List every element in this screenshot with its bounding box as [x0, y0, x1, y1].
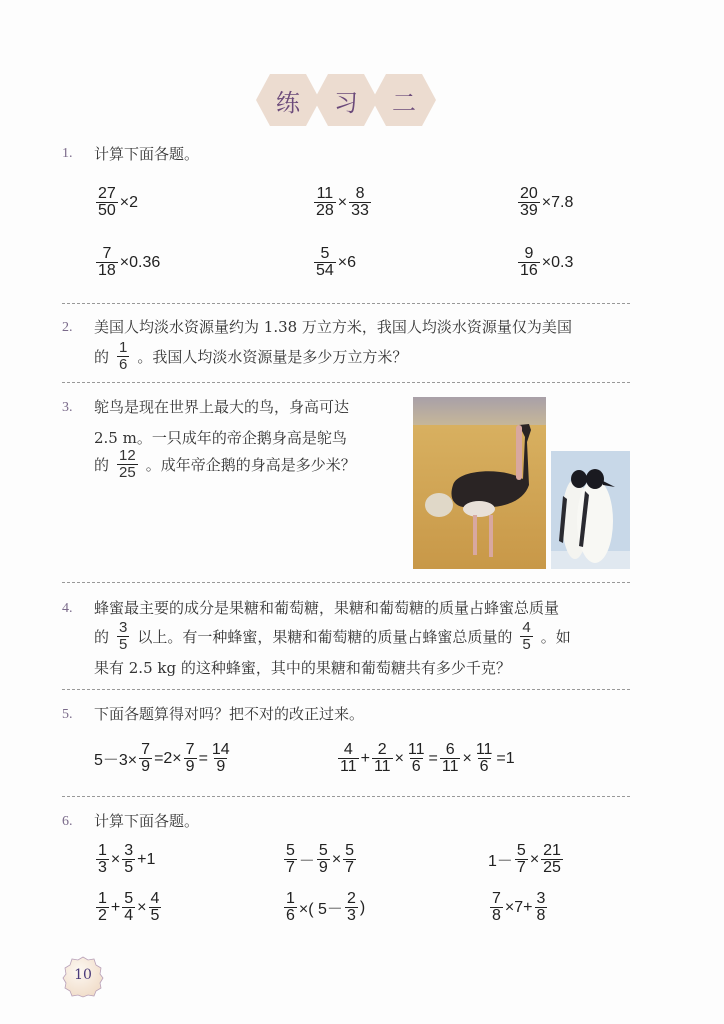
operator-text: － — [298, 853, 315, 870]
fraction — [115, 620, 131, 653]
page-number-badge — [62, 956, 104, 998]
operator-text: = — [198, 749, 208, 767]
denominator: 8 — [492, 907, 501, 924]
dashed-divider — [62, 796, 630, 797]
question-number: 1. — [62, 146, 73, 161]
fraction — [343, 843, 356, 876]
numerator: 5 — [318, 842, 328, 859]
denominator: 5 — [124, 859, 134, 876]
operator-text: = — [428, 749, 438, 767]
numerator: 11 — [407, 741, 425, 758]
math-expression — [94, 891, 163, 924]
denominator: 9 — [318, 859, 328, 876]
question-number: 4. — [62, 601, 73, 616]
fraction — [345, 891, 358, 924]
fraction — [117, 340, 129, 373]
fraction — [372, 742, 393, 775]
operator-text: ×0.36 — [119, 253, 161, 271]
fraction — [518, 620, 534, 653]
denominator: 11 — [373, 758, 391, 775]
numerator: 1 — [119, 339, 128, 356]
operator-text: × — [529, 850, 540, 868]
fraction — [96, 186, 118, 219]
denominator: 33 — [351, 202, 369, 219]
operator-text: =2× — [154, 749, 182, 767]
operator-text: × — [137, 898, 147, 916]
numerator: 11 — [316, 185, 334, 202]
numerator: 4 — [150, 890, 160, 907]
numerator: 1 — [98, 842, 107, 859]
math-expression — [312, 246, 356, 279]
question-number: 5. — [62, 707, 73, 722]
numerator: 3 — [124, 842, 134, 859]
fraction — [490, 891, 503, 924]
denominator: 11 — [441, 758, 459, 775]
denominator: 6 — [479, 758, 489, 775]
denominator: 50 — [98, 202, 116, 219]
operator-text: × — [331, 850, 342, 868]
denominator: 6 — [411, 758, 421, 775]
fraction — [535, 891, 548, 924]
numerator: 3 — [119, 619, 128, 636]
question-text-line: 蜂蜜最主要的成分是果糖和葡萄糖，果糖和葡萄糖的质量占蜂蜜总质量 — [94, 599, 560, 617]
math-expression — [94, 843, 155, 876]
numerator: 8 — [355, 185, 365, 202]
question-number: 3. — [62, 400, 73, 415]
denominator: 8 — [536, 907, 546, 924]
fraction — [96, 891, 109, 924]
page-number: 10 — [74, 967, 92, 983]
title-char: 二 — [392, 88, 416, 117]
denominator: 9 — [141, 758, 151, 775]
numerator: 6 — [445, 741, 455, 758]
question-text-line — [94, 448, 356, 481]
numerator: 2 — [377, 741, 387, 758]
math-expression — [488, 891, 549, 924]
denominator: 4 — [124, 907, 134, 924]
denominator: 7 — [516, 859, 526, 876]
denominator: 5 — [150, 907, 160, 924]
question-text-line: 果有 2.5 kg 的这种蜂蜜，其中的果糖和葡萄糖共有多少千克？ — [94, 659, 511, 677]
fraction — [314, 186, 336, 219]
text-segment: 的 — [94, 627, 110, 646]
question-text-line — [94, 620, 571, 653]
numerator: 5 — [286, 842, 295, 859]
title-hexagon — [314, 74, 378, 126]
operator-text: ) — [359, 898, 366, 916]
text-segment: 的 — [94, 347, 110, 366]
question-text: 计算下面各题。 — [94, 812, 200, 830]
fraction — [96, 843, 109, 876]
operator-text: × — [337, 193, 348, 211]
denominator: 3 — [346, 907, 356, 924]
emperor-penguins-photo — [551, 451, 630, 569]
denominator: 16 — [520, 262, 538, 279]
denominator: 2 — [98, 907, 107, 924]
operator-text: ×2 — [119, 193, 139, 211]
text-segment: 。如 — [540, 627, 571, 646]
denominator: 54 — [316, 262, 334, 279]
title-char: 习 — [334, 88, 358, 117]
numerator: 14 — [211, 741, 230, 758]
numerator: 9 — [524, 245, 534, 262]
denominator: 9 — [216, 758, 226, 775]
text-segment: 。我国人均淡水资源量是多少万立方米？ — [137, 347, 408, 366]
numerator: 2 — [346, 890, 356, 907]
math-expression — [312, 186, 373, 219]
fraction — [117, 620, 129, 653]
numerator: 3 — [536, 890, 546, 907]
title-hexagon — [256, 74, 320, 126]
denominator: 25 — [543, 859, 561, 876]
numerator: 4 — [343, 741, 353, 758]
fraction — [96, 246, 118, 279]
denominator: 6 — [119, 356, 128, 373]
operator-text: 1－ — [488, 853, 513, 870]
text-segment: 。成年帝企鹅的身高是多少米？ — [145, 455, 356, 474]
numerator: 5 — [320, 245, 330, 262]
operator-text: × — [462, 749, 472, 767]
numerator: 7 — [185, 741, 195, 758]
math-expression — [516, 246, 573, 279]
math-expression — [94, 246, 160, 279]
fraction — [314, 246, 336, 279]
fraction — [122, 891, 135, 924]
operator-text: +1 — [137, 850, 156, 868]
fraction — [520, 620, 532, 653]
numerator: 5 — [345, 842, 355, 859]
numerator: 27 — [98, 185, 116, 202]
numerator: 11 — [475, 741, 493, 758]
operator-text: × — [394, 749, 404, 767]
fraction — [184, 742, 197, 775]
question-text-line: 2.5 m。一只成年的帝企鹅身高是鸵鸟 — [94, 429, 347, 447]
exercise-title — [256, 74, 430, 126]
numerator: 1 — [286, 890, 295, 907]
fraction — [518, 246, 540, 279]
numerator: 5 — [516, 842, 526, 859]
denominator: 3 — [98, 859, 107, 876]
question-number: 2. — [62, 320, 73, 335]
question-text: 计算下面各题。 — [94, 145, 200, 163]
title-char: 练 — [276, 88, 300, 117]
math-expression — [516, 186, 573, 219]
operator-text: ×( 5－ — [298, 901, 343, 918]
math-expression — [282, 843, 358, 876]
fraction — [440, 742, 461, 775]
fraction — [406, 742, 427, 775]
numerator: 4 — [522, 619, 531, 636]
numerator: 7 — [141, 741, 151, 758]
question-text-line — [94, 340, 407, 373]
fraction — [149, 891, 162, 924]
fraction — [284, 891, 297, 924]
operator-text: =1 — [496, 749, 515, 767]
operator-text: ×7.8 — [541, 193, 574, 211]
denominator: 7 — [286, 859, 295, 876]
denominator: 7 — [345, 859, 355, 876]
numerator: 12 — [119, 447, 136, 464]
ostrich-photo — [413, 397, 546, 569]
math-expression — [94, 186, 138, 219]
question-text-line: 鸵鸟是现在世界上最大的鸟，身高可达 — [94, 398, 350, 416]
fraction — [317, 843, 330, 876]
fraction — [210, 742, 232, 775]
denominator: 18 — [98, 262, 116, 279]
operator-text: ×0.3 — [541, 253, 574, 271]
denominator: 5 — [522, 636, 531, 653]
math-expression — [282, 891, 365, 924]
operator-text: 5－3× — [94, 752, 138, 769]
numerator: 7 — [492, 890, 501, 907]
text-segment: 的 — [94, 455, 110, 474]
dashed-divider — [62, 382, 630, 383]
numerator: 1 — [98, 890, 107, 907]
question-text-line: 美国人均淡水资源量约为 1.38 万立方米，我国人均淡水资源量仅为美国 — [94, 318, 572, 336]
dashed-divider — [62, 689, 630, 690]
fraction — [139, 742, 152, 775]
dashed-divider — [62, 582, 630, 583]
operator-text: + — [360, 749, 370, 767]
numerator: 7 — [102, 245, 112, 262]
fraction — [115, 448, 140, 481]
fraction — [541, 843, 563, 876]
denominator: 6 — [286, 907, 295, 924]
operator-text: ×7+ — [504, 898, 533, 916]
text-segment: 以上。有一种蜂蜜，果糖和葡萄糖的质量占蜂蜜总质量的 — [137, 627, 513, 646]
math-expression — [336, 742, 515, 775]
title-hexagon — [372, 74, 436, 126]
fraction — [518, 186, 540, 219]
fraction — [117, 448, 138, 481]
math-expression — [94, 742, 234, 775]
math-expression — [488, 843, 565, 876]
denominator: 9 — [185, 758, 195, 775]
fraction — [349, 186, 371, 219]
fraction — [515, 843, 528, 876]
denominator: 5 — [119, 636, 128, 653]
numerator: 21 — [543, 842, 561, 859]
fraction — [122, 843, 135, 876]
operator-text: × — [110, 850, 121, 868]
operator-text: ×6 — [337, 253, 357, 271]
fraction — [115, 340, 131, 373]
dashed-divider — [62, 303, 630, 304]
numerator: 5 — [124, 890, 134, 907]
denominator: 39 — [520, 202, 538, 219]
denominator: 11 — [340, 758, 357, 775]
numerator: 20 — [520, 185, 538, 202]
question-number: 6. — [62, 814, 73, 829]
fraction — [284, 843, 297, 876]
denominator: 28 — [316, 202, 334, 219]
fraction — [338, 742, 359, 775]
question-text: 下面各题算得对吗？把不对的改正过来。 — [94, 705, 365, 723]
denominator: 25 — [119, 464, 136, 481]
fraction — [474, 742, 495, 775]
operator-text: + — [110, 898, 121, 916]
